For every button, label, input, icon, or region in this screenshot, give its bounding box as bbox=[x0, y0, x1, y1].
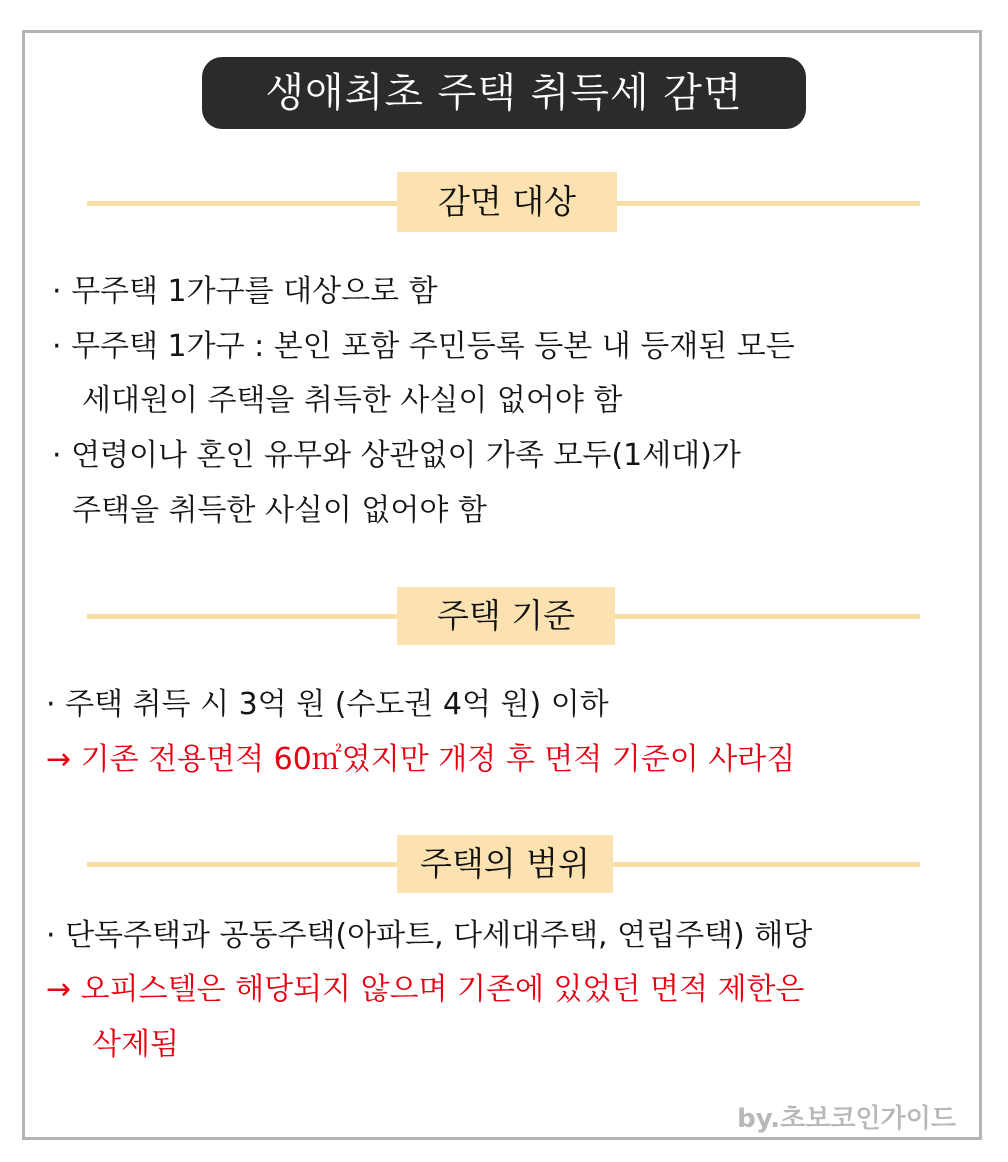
page-title: 생애최초 주택 취득세 감면 bbox=[202, 57, 806, 129]
author-credit: by.초보코인가이드 bbox=[737, 1104, 956, 1134]
scope-note-cont: 삭제됨 bbox=[92, 1027, 179, 1062]
target-item-1: · 무주택 1가구를 대상으로 함 bbox=[52, 274, 438, 309]
target-item-3-cont: 주택을 취득한 사실이 없어야 함 bbox=[72, 493, 487, 528]
scope-note: → 오피스텔은 해당되지 않으며 기존에 있었던 면적 제한은 bbox=[46, 972, 805, 1007]
section-label-criteria: 주택 기준 bbox=[397, 587, 615, 645]
criteria-item-1: · 주택 취득 시 3억 원 (수도권 4억 원) 이하 bbox=[46, 687, 609, 722]
target-item-2-cont: 세대원이 주택을 취득한 사실이 없어야 함 bbox=[82, 383, 623, 418]
scope-item-1: · 단독주택과 공동주택(아파트, 다세대주택, 연립주택) 해당 bbox=[46, 918, 813, 953]
criteria-note: → 기존 전용면적 60㎡였지만 개정 후 면적 기준이 사라짐 bbox=[46, 742, 796, 777]
target-item-2: · 무주택 1가구 : 본인 포함 주민등록 등본 내 등재된 모든 bbox=[52, 329, 795, 364]
section-label-scope: 주택의 범위 bbox=[397, 835, 613, 893]
target-item-3: · 연령이나 혼인 유무와 상관없이 가족 모두(1세대)가 bbox=[52, 438, 741, 473]
section-label-target: 감면 대상 bbox=[397, 172, 617, 232]
